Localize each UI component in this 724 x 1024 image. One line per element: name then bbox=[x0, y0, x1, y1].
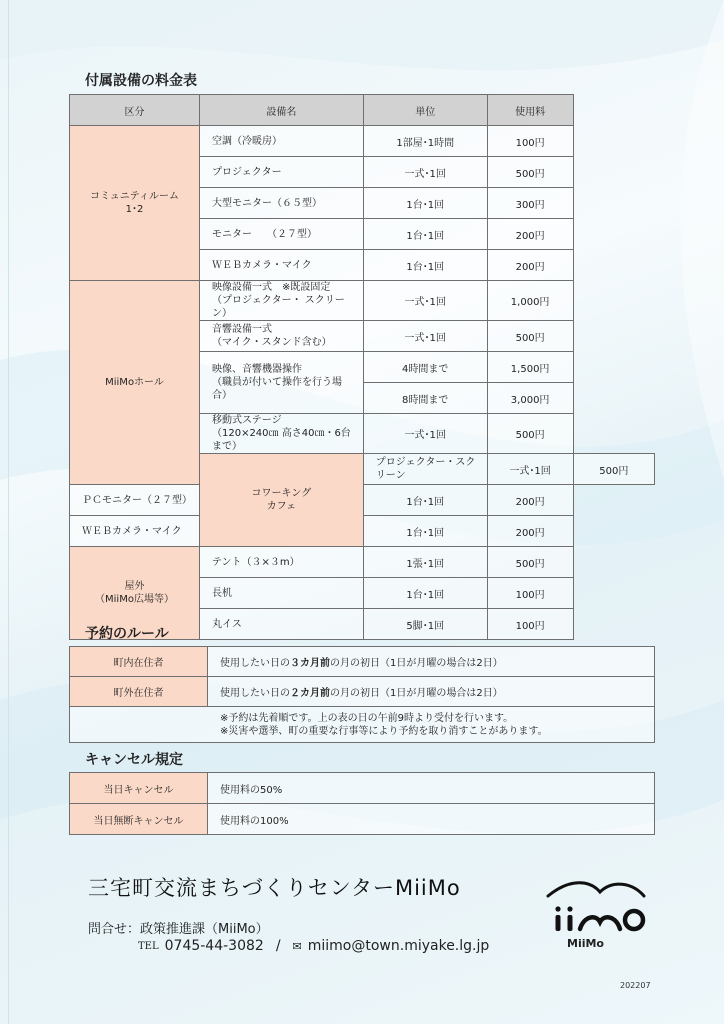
category-outdoor: 屋外 （MiiMo広場等） bbox=[70, 547, 200, 640]
equipment-name: 映像、音響機器操作 （職員が付いて操作を行う場合） bbox=[199, 352, 363, 414]
col-header-equipment: 設備名 bbox=[199, 95, 363, 126]
equipment-name: 丸イス bbox=[199, 609, 363, 640]
noshow-cancel-label: 当日無断キャンセル bbox=[70, 804, 208, 835]
document-code: 202207 bbox=[620, 981, 651, 990]
equipment-fee: 500円 bbox=[487, 321, 573, 352]
equipment-fee: 200円 bbox=[487, 516, 573, 547]
equipment-fee: 100円 bbox=[487, 609, 573, 640]
same-day-cancel-label: 当日キャンセル bbox=[70, 773, 208, 804]
equipment-name: ＷＥＢカメラ・マイク bbox=[70, 516, 200, 547]
equipment-unit: 一式･1回 bbox=[487, 454, 573, 485]
table-row bbox=[70, 281, 655, 321]
equipment-name: 大型モニター（６５型） bbox=[199, 188, 363, 219]
equipment-unit: 8時間まで bbox=[363, 383, 487, 414]
rules-section-title: 予約のルール bbox=[85, 626, 169, 642]
contact-details bbox=[138, 938, 489, 954]
email-address[interactable]: miimo@town.miyake.lg.jp bbox=[307, 938, 490, 954]
cancel-section-title: キャンセル規定 bbox=[85, 752, 183, 768]
equipment-name: プロジェクター・スクリーン bbox=[363, 454, 487, 485]
equipment-name: 移動式ステージ （120×240㎝ 高さ40㎝・6台まで） bbox=[199, 414, 363, 454]
category-coworking-cafe: コワーキング カフェ bbox=[199, 454, 363, 547]
equipment-name: 空調（冷暖房） bbox=[199, 126, 363, 157]
noshow-cancel-fee: 使用料の100% bbox=[208, 804, 655, 835]
equipment-unit: 1台･1回 bbox=[363, 578, 487, 609]
nonresident-rule-pre: 使用したい日の bbox=[220, 688, 290, 699]
equipment-name: 音響設備一式 （マイク・スタンド含む） bbox=[199, 321, 363, 352]
equipment-fee: 1,500円 bbox=[487, 352, 573, 383]
cancel-policy-table bbox=[69, 772, 655, 835]
table-header-row bbox=[70, 95, 655, 126]
rules-notes bbox=[70, 707, 655, 743]
equipment-name: プロジェクター bbox=[199, 157, 363, 188]
table-row bbox=[70, 707, 655, 743]
equipment-fee: 100円 bbox=[487, 126, 573, 157]
equipment-fee: 200円 bbox=[487, 485, 573, 516]
equipment-unit: 4時間まで bbox=[363, 352, 487, 383]
table-row bbox=[70, 804, 655, 835]
equipment-fee: 500円 bbox=[487, 157, 573, 188]
equipment-fee: 200円 bbox=[487, 219, 573, 250]
equipment-fee: 500円 bbox=[487, 414, 573, 454]
nonresident-rule-post: の月の初日（1日が月曜の場合は2日） bbox=[330, 688, 503, 699]
phone-label: TEL bbox=[138, 940, 159, 952]
col-header-fee: 使用料 bbox=[487, 95, 573, 126]
phone-number[interactable]: 0745-44-3082 bbox=[164, 938, 264, 954]
table-row bbox=[70, 547, 655, 578]
facility-name: 三宅町交流まちづくりセンターMiiMo bbox=[88, 876, 461, 900]
equipment-fee: 500円 bbox=[487, 547, 573, 578]
logo-wordmark: MiiMo bbox=[567, 937, 604, 950]
table-row bbox=[70, 647, 655, 677]
equipment-name: 映像設備一式 ※既設固定 （プロジェクター・ スクリーン） bbox=[199, 281, 363, 321]
table-row bbox=[70, 773, 655, 804]
fees-section-title: 付属設備の料金表 bbox=[85, 73, 197, 89]
left-border bbox=[8, 0, 9, 1024]
nonresident-label: 町外在住者 bbox=[70, 677, 208, 707]
table-row bbox=[70, 677, 655, 707]
equipment-unit: 1張･1回 bbox=[363, 547, 487, 578]
equipment-unit: 1台･1回 bbox=[363, 250, 487, 281]
equipment-name: モニター （２７型） bbox=[199, 219, 363, 250]
rules-note-1: ※予約は先着順です。上の表の日の午前9時より受付を行います。 bbox=[220, 712, 514, 724]
resident-label: 町内在住者 bbox=[70, 647, 208, 677]
equipment-unit: 1台･1回 bbox=[363, 516, 487, 547]
reservation-rules-table bbox=[69, 646, 655, 743]
equipment-unit: 一式･1回 bbox=[363, 281, 487, 321]
col-header-category: 区分 bbox=[70, 95, 200, 126]
equipment-fee: 100円 bbox=[487, 578, 573, 609]
equipment-name: 長机 bbox=[199, 578, 363, 609]
category-miimo-hall: MiiMoホール bbox=[70, 281, 200, 485]
contact-department: 問合せ：政策推進課（MiiMo） bbox=[88, 922, 269, 937]
equipment-unit: 1台･1回 bbox=[363, 188, 487, 219]
equipment-fee: 200円 bbox=[487, 250, 573, 281]
nonresident-rule-bold: ２カ月前 bbox=[290, 688, 330, 699]
equipment-unit: 一式･1回 bbox=[363, 321, 487, 352]
equipment-unit: 一式･1回 bbox=[363, 414, 487, 454]
rules-note-2: ※災害や選挙、町の重要な行事等により予約を取り消すことがあります。 bbox=[220, 725, 548, 737]
same-day-cancel-fee: 使用料の50% bbox=[208, 773, 655, 804]
contact-separator: / bbox=[275, 938, 281, 954]
equipment-name: ＷＥＢカメラ・マイク bbox=[199, 250, 363, 281]
table-row bbox=[70, 126, 655, 157]
equipment-name: ＰＣモニター（２７型） bbox=[70, 485, 200, 516]
col-header-unit: 単位 bbox=[363, 95, 487, 126]
nonresident-rule bbox=[208, 677, 655, 707]
equipment-unit: 一式･1回 bbox=[363, 157, 487, 188]
equipment-name: テント（３×３m） bbox=[199, 547, 363, 578]
equipment-fee: 3,000円 bbox=[487, 383, 573, 414]
fee-table bbox=[69, 94, 655, 640]
mail-icon: ✉ bbox=[292, 939, 302, 953]
equipment-unit: 1部屋･1時間 bbox=[363, 126, 487, 157]
resident-rule-post: の月の初日（1日が月曜の場合は2日） bbox=[330, 658, 503, 669]
resident-rule bbox=[208, 647, 655, 677]
equipment-unit: 1台･1回 bbox=[363, 219, 487, 250]
equipment-unit: 1台･1回 bbox=[363, 485, 487, 516]
equipment-unit: 5脚･1回 bbox=[363, 609, 487, 640]
resident-rule-bold: ３カ月前 bbox=[290, 658, 330, 669]
category-community-room: コミュニティルーム 1･2 bbox=[70, 126, 200, 281]
equipment-fee: 1,000円 bbox=[487, 281, 573, 321]
resident-rule-pre: 使用したい日の bbox=[220, 658, 290, 669]
equipment-fee: 500円 bbox=[573, 454, 654, 485]
equipment-fee: 300円 bbox=[487, 188, 573, 219]
